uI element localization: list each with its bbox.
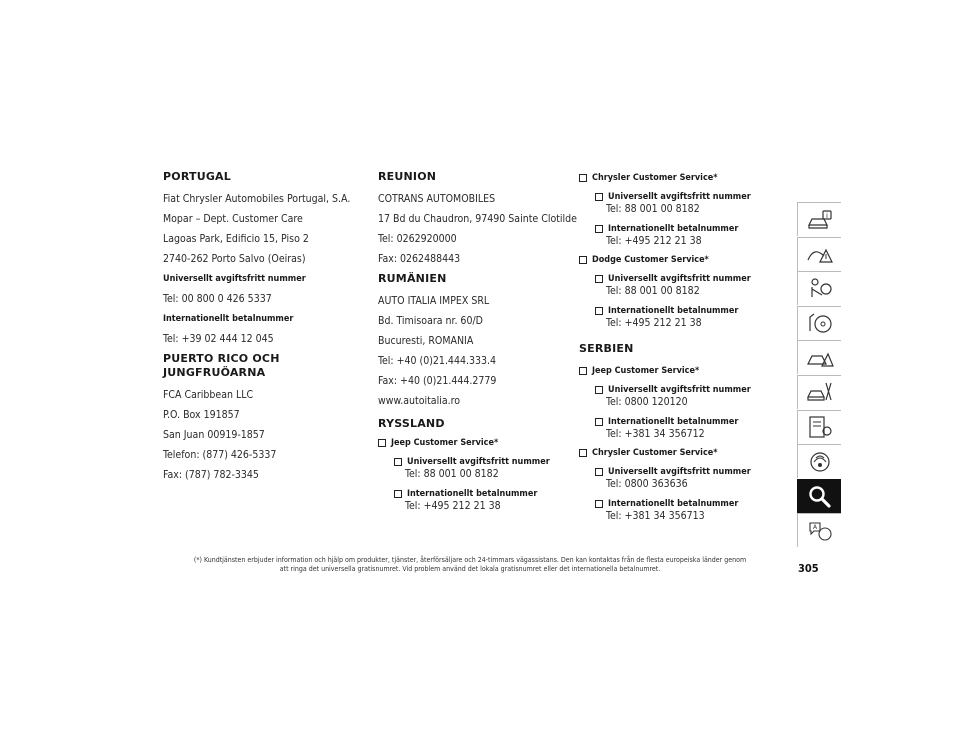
tab-driving[interactable] [797, 306, 841, 340]
intl-tel: Tel: +381 34 356713 [606, 510, 705, 522]
portugal-heading: PORTUGAL [163, 170, 231, 183]
ryssland-service-dodge [579, 254, 784, 330]
portugal-line: 2740-262 Porto Salvo (Oeiras) [163, 253, 306, 265]
reunion-heading: REUNION [378, 170, 437, 183]
chapter-tabs [797, 202, 841, 548]
rumanien-line: AUTO ITALIA IMPEX SRL [378, 295, 490, 307]
sub-entry [595, 223, 784, 248]
service-name: Jeep Customer Service* [391, 438, 499, 448]
rumanien-heading: RUMÄNIEN [378, 272, 447, 285]
portugal-line: Mopar – Dept. Customer Care [163, 213, 303, 225]
intl-tel: Tel: +381 34 356712 [606, 428, 705, 440]
sub-bullet [595, 273, 784, 285]
rumanien-line: Bd. Timisoara nr. 60/D [378, 315, 483, 327]
tab-multimedia[interactable] [797, 444, 841, 478]
checkbox-bullet-icon [595, 307, 603, 315]
intl-tel: Tel: +495 212 21 38 [606, 235, 702, 247]
puerto-rico-heading: PUERTO RICO OCH JUNGFRUÖARNA [163, 352, 280, 379]
checkbox-bullet-icon [579, 174, 587, 182]
serbien-service-chrysler [579, 447, 784, 523]
free-label: Universellt avgiftsfritt nummer [407, 457, 550, 467]
checkbox-bullet-icon [595, 468, 603, 476]
ryssland-heading: RYSSLAND [378, 417, 445, 430]
car-info-icon [806, 208, 834, 232]
tab-language[interactable] [797, 513, 841, 547]
service-name: Jeep Customer Service* [592, 366, 700, 376]
sub-entry [595, 305, 784, 330]
ryssland-service-chrysler [579, 172, 784, 248]
tab-dashboard[interactable] [797, 237, 841, 271]
checkbox-bullet-icon [579, 449, 587, 457]
rumanien-line: www.autoitalia.ro [378, 395, 461, 407]
checkbox-bullet-icon [595, 225, 603, 233]
intl-label: Internationellt betalnummer [608, 499, 739, 509]
puerto-rico-line: Telefon: (877) 426-5337 [163, 449, 277, 461]
free-tel: Tel: 0800 120120 [606, 396, 688, 408]
portugal-free-tel: Tel: 00 800 0 426 5337 [163, 293, 272, 305]
service-bullet [378, 437, 598, 449]
sub-bullet [595, 223, 784, 235]
driving-steering-icon [806, 311, 834, 335]
footnote-line: (*) Kundtjänsten erbjuder information och hjälp om produkter, tjänster, återförsäljare och 24-timmars vägassistans. Den kan kontaktas från de flesta europeiska länder genom [193, 556, 747, 564]
rumanien-line: Fax: +40 (0)21.444.2779 [378, 375, 497, 387]
free-label: Universellt avgiftsfritt nummer [608, 274, 751, 284]
dashboard-warning-icon [806, 242, 834, 266]
service-name: Chrysler Customer Service* [592, 173, 718, 183]
rumanien-line: Bucuresti, ROMANIA [378, 335, 474, 347]
sub-entry [595, 273, 784, 298]
portugal-intl-label: Internationellt betalnummer [163, 314, 294, 324]
intl-tel: Tel: +495 212 21 38 [405, 500, 501, 512]
checkbox-bullet-icon [595, 418, 603, 426]
column-1 [163, 170, 383, 485]
sub-bullet [595, 466, 784, 478]
service-name: Dodge Customer Service* [592, 255, 709, 265]
service-bullet [579, 447, 784, 459]
checkbox-bullet-icon [595, 275, 603, 283]
sub-bullet [595, 498, 784, 510]
checkbox-bullet-icon [579, 256, 587, 264]
reunion-line: 17 Bd du Chaudron, 97490 Sainte Clotilde [378, 213, 577, 225]
sub-bullet [595, 305, 784, 317]
safety-icon [806, 277, 834, 301]
service-bullet [579, 365, 784, 377]
portugal-intl-tel: Tel: +39 02 444 12 045 [163, 333, 274, 345]
checkbox-bullet-icon [378, 439, 386, 447]
page-number: 305 [798, 562, 819, 575]
checkbox-bullet-icon [595, 500, 603, 508]
service-bullet [579, 172, 784, 184]
free-tel: Tel: 88 001 00 8182 [606, 203, 700, 215]
column-3 [579, 172, 784, 529]
sub-entry [595, 384, 784, 409]
sub-entry [595, 416, 784, 441]
sub-bullet [595, 191, 784, 203]
service-maintenance-icon [806, 380, 834, 404]
sub-bullet [394, 456, 598, 468]
puerto-rico-line: FCA Caribbean LLC [163, 389, 254, 401]
free-tel: Tel: 88 001 00 8182 [405, 468, 499, 480]
tab-search-index[interactable] [797, 479, 841, 513]
intl-tel: Tel: +495 212 21 38 [606, 317, 702, 329]
footnote [150, 556, 790, 574]
checkbox-bullet-icon [595, 193, 603, 201]
tab-emergency[interactable] [797, 340, 841, 374]
tab-service[interactable] [797, 375, 841, 409]
free-label: Universellt avgiftsfritt nummer [608, 192, 751, 202]
puerto-rico-line: Fax: (787) 782-3345 [163, 469, 259, 481]
serbien-heading: SERBIEN [579, 342, 634, 355]
footnote-line: att ringa det universella gratisnumret. Vid problem använd det lokala gratisnumret eller det internationella betalnumret. [279, 565, 661, 573]
reunion-line: Fax: 0262488443 [378, 253, 461, 265]
sub-bullet [595, 384, 784, 396]
emergency-icon [806, 346, 834, 370]
portugal-line: Fiat Chrysler Automobiles Portugal, S.A. [163, 193, 351, 205]
checkbox-bullet-icon [394, 490, 402, 498]
ryssland-service-jeep [378, 437, 598, 513]
portugal-free-label: Universellt avgiftsfritt nummer [163, 274, 306, 284]
tab-safety[interactable] [797, 271, 841, 305]
free-label: Universellt avgiftsfritt nummer [608, 385, 751, 395]
search-index-icon [806, 484, 834, 508]
reunion-line: COTRANS AUTOMOBILES [378, 193, 496, 205]
sub-bullet [595, 416, 784, 428]
svg-text:i: i [825, 211, 828, 220]
reunion-line: Tel: 0262920000 [378, 233, 457, 245]
free-tel: Tel: 0800 363636 [606, 478, 688, 490]
free-label: Universellt avgiftsfritt nummer [608, 467, 751, 477]
tab-technical[interactable] [797, 410, 841, 444]
sub-entry [595, 466, 784, 491]
service-name: Chrysler Customer Service* [592, 448, 718, 458]
tab-car-info[interactable] [797, 202, 841, 236]
sub-bullet [394, 488, 598, 500]
free-tel: Tel: 88 001 00 8182 [606, 285, 700, 297]
technical-specs-icon [806, 415, 834, 439]
portugal-line: Lagoas Park, Edificio 15, Piso 2 [163, 233, 309, 245]
svg-text:A: A [812, 523, 817, 531]
puerto-rico-line: P.O. Box 191857 [163, 409, 240, 421]
intl-label: Internationellt betalnummer [608, 417, 739, 427]
serbien-service-jeep [579, 365, 784, 441]
rumanien-line: Tel: +40 (0)21.444.333.4 [378, 355, 496, 367]
checkbox-bullet-icon [579, 367, 587, 375]
intl-label: Internationellt betalnummer [608, 306, 739, 316]
puerto-rico-line: San Juan 00919-1857 [163, 429, 265, 441]
sub-entry [595, 498, 784, 523]
intl-label: Internationellt betalnummer [608, 224, 739, 234]
service-bullet [579, 254, 784, 266]
column-2 [378, 170, 598, 519]
sub-entry [394, 488, 598, 513]
intl-label: Internationellt betalnummer [407, 489, 538, 499]
sub-entry [394, 456, 598, 481]
checkbox-bullet-icon [394, 458, 402, 466]
multimedia-icon [806, 450, 834, 474]
sub-entry [595, 191, 784, 216]
checkbox-bullet-icon [595, 386, 603, 394]
language-index-icon [806, 519, 834, 543]
